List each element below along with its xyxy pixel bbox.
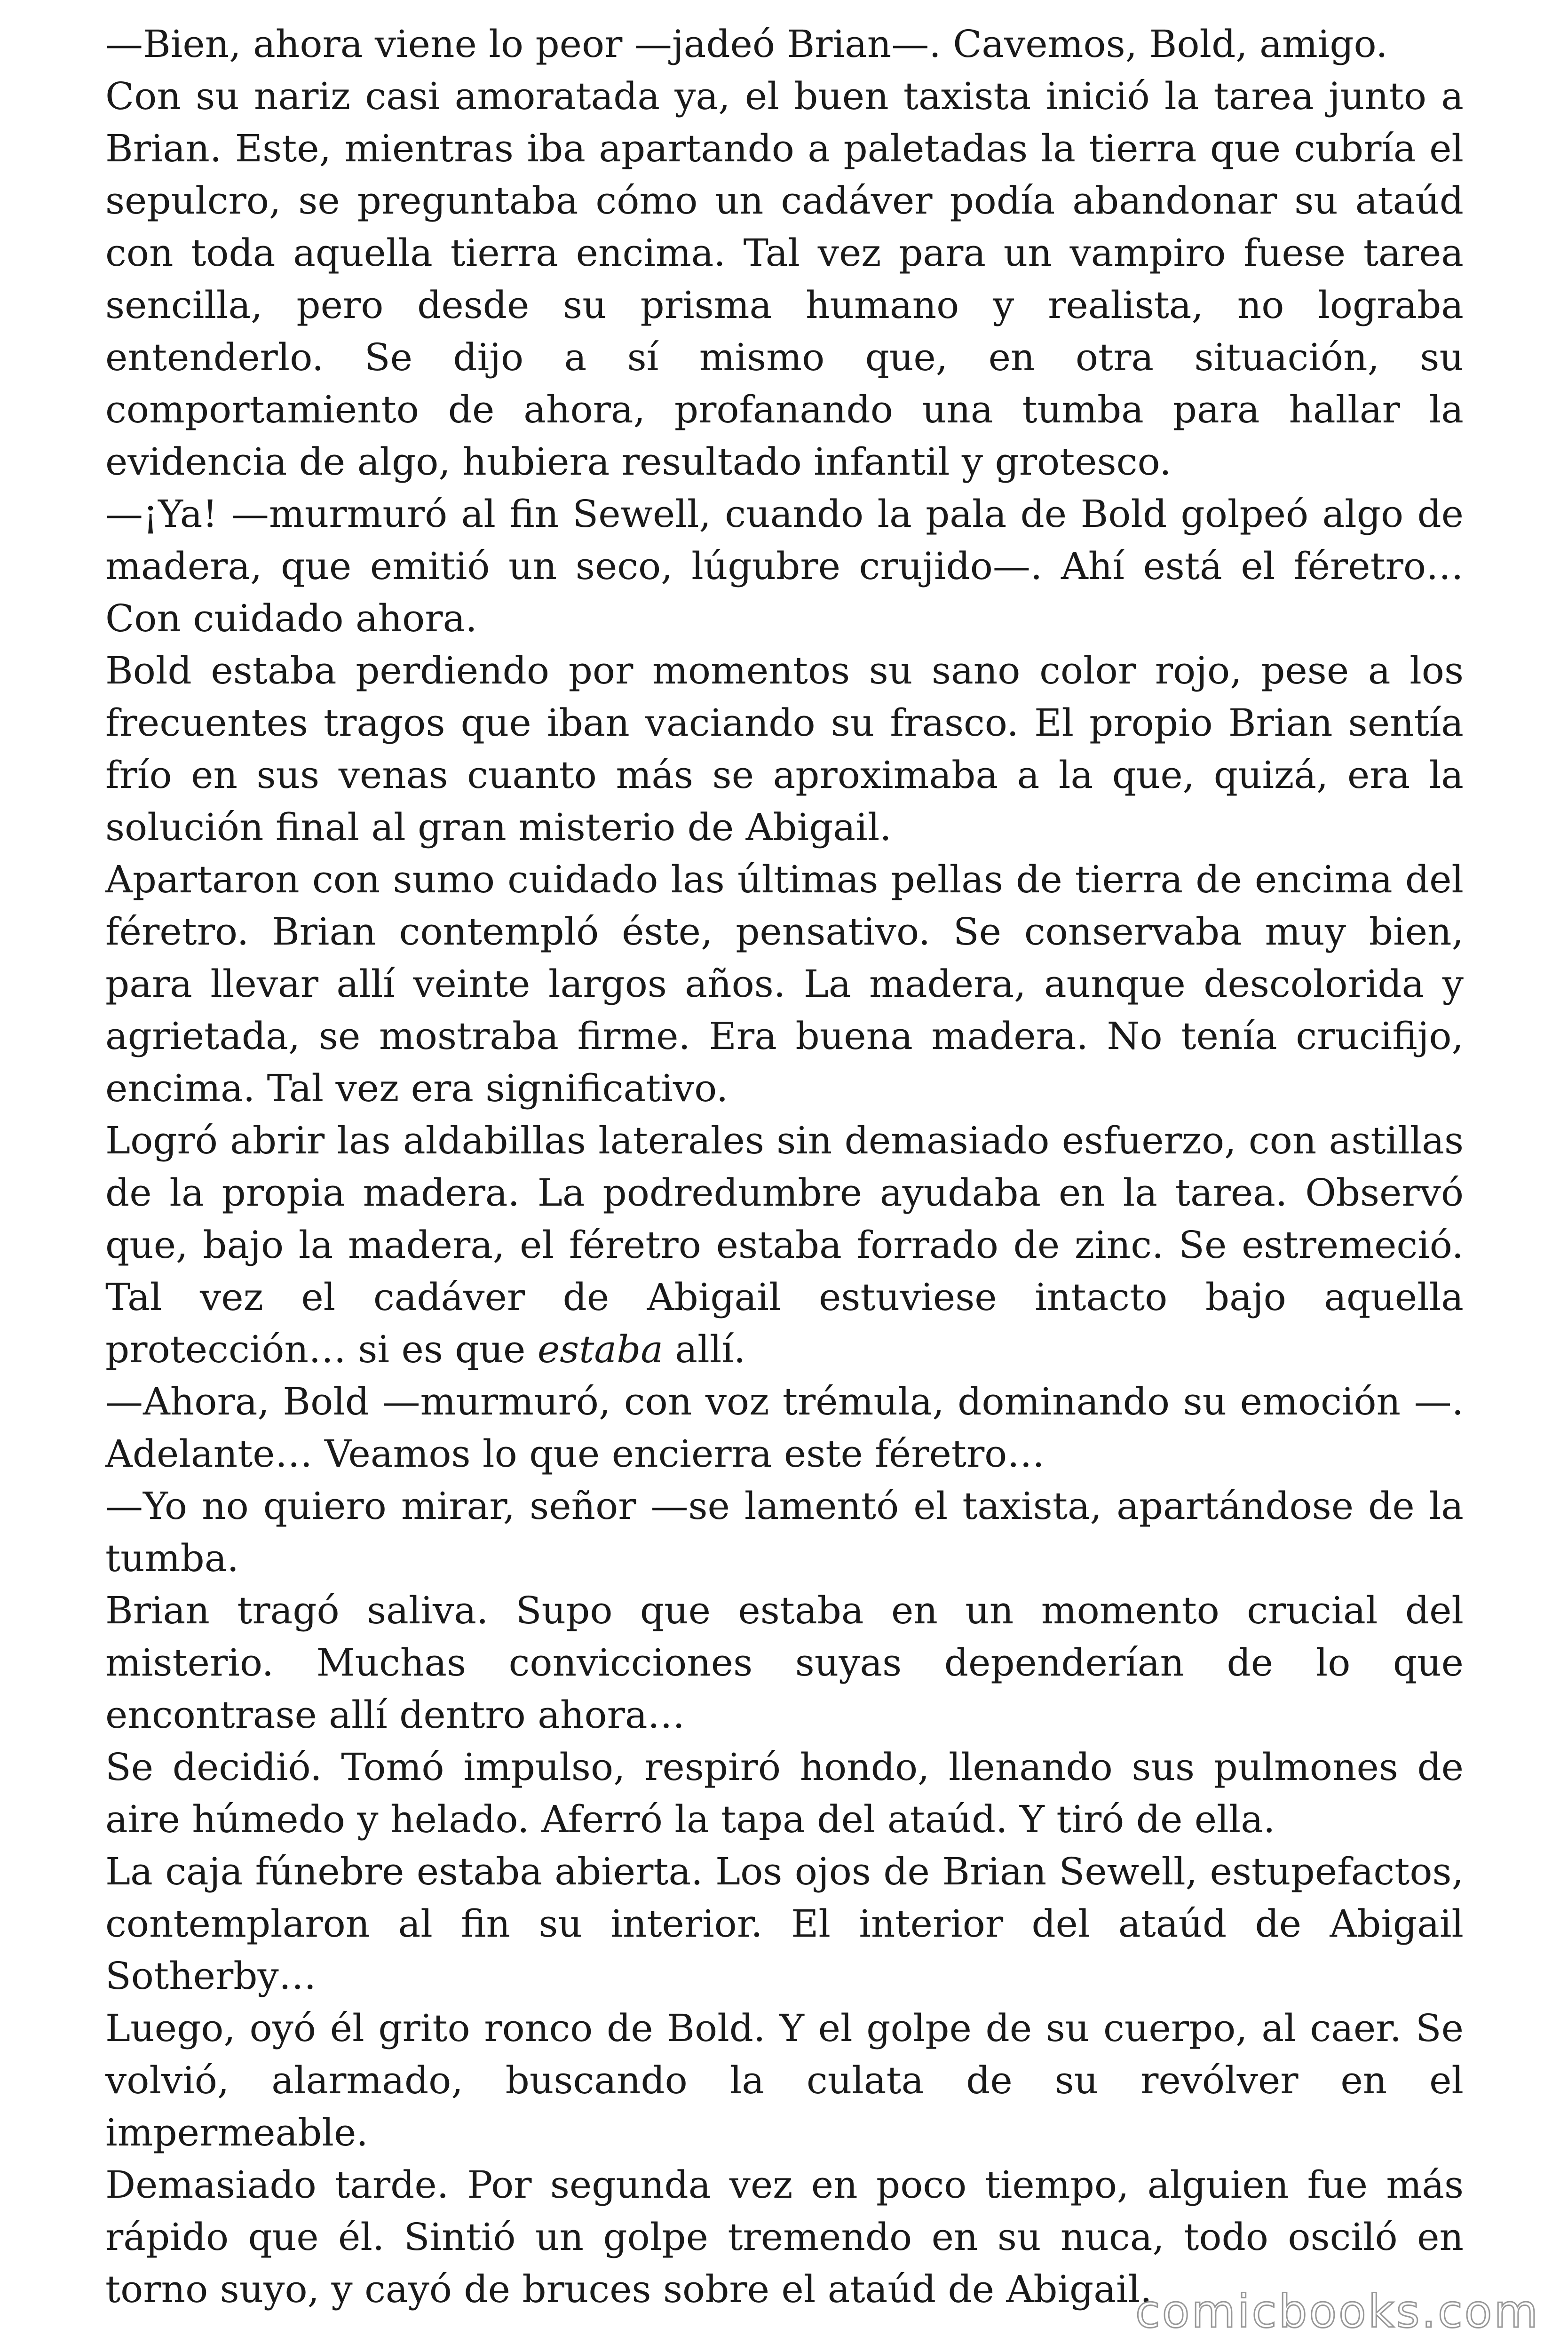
paragraph-text: La caja fúnebre estaba abierta. Los ojos de Brian Sewell, estupefactos, contemplaron al fin su interior. El interior del ataúd de Abigail Sotherby…	[105, 1850, 1464, 1998]
paragraph-text: —Bien, ahora viene lo peor —jadeó Brian—. Cavemos, Bold, amigo.	[105, 22, 1388, 66]
watermark: comicbooks.com	[1135, 2285, 1540, 2338]
paragraph-text: Bold estaba perdiendo por momentos su sano color rojo, pese a los frecuentes tragos que iban vaciando su frasco. El propio Brian sentía frío en sus venas cuanto más se aproximaba a la que, quizá, era la solución final al gran misterio de Abigail.	[105, 649, 1464, 849]
paragraph	[105, 2002, 1464, 2159]
emphasized-text: estaba	[537, 1327, 663, 1371]
paragraph-text: —¡Ya! —murmuró al fin Sewell, cuando la pala de Bold golpeó algo de madera, que emitió un seco, lúgubre crujido—. Ahí está el féretro… Con cuidado ahora.	[105, 492, 1464, 640]
paragraph	[105, 1845, 1464, 2002]
paragraph-text: Con su nariz casi amoratada ya, el buen taxista inició la tarea junto a Brian. Este, mientras iba apartando a paletadas la tierra que cubría el sepulcro, se preguntaba cómo un cadáver podía abandonar su ataúd con toda aquella tierra encima. Tal vez para un vampiro fuese tarea sencilla, pero desde su prisma humano y realista, no lograba entenderlo. Se dijo a sí mismo que, en otra situación, su comportamiento de ahora, profanando una tumba para hallar la evidencia de algo, hubiera resultado infantil y grotesco.	[105, 74, 1464, 484]
paragraph-text: Se decidió. Tomó impulso, respiró hondo, llenando sus pulmones de aire húmedo y helado. Aferró la tapa del ataúd. Y tiró de ella.	[105, 1745, 1464, 1841]
paragraph-text: Logró abrir las aldabillas laterales sin demasiado esfuerzo, con astillas de la propia madera. La podredumbre ayudaba en la tarea. Observó que, bajo la madera, el féretro estaba forrado de zinc. Se estremeció. Tal vez el cadáver de Abigail estuviese intacto bajo aquella protección… si es que	[105, 1119, 1464, 1371]
text-column	[105, 18, 1464, 2315]
paragraph	[105, 1375, 1464, 1480]
paragraph	[105, 488, 1464, 644]
paragraph-text: Luego, oyó él grito ronco de Bold. Y el golpe de su cuerpo, al caer. Se volvió, alarmado, buscando la culata de su revólver en el impermeable.	[105, 2006, 1464, 2154]
paragraph	[105, 853, 1464, 1114]
paragraph	[105, 1114, 1464, 1375]
paragraph-text: —Ahora, Bold —murmuró, con voz trémula, dominando su emoción —. Adelante… Veamos lo que encierra este féretro…	[105, 1380, 1464, 1476]
paragraph-text: allí.	[663, 1327, 746, 1371]
paragraph	[105, 70, 1464, 488]
paragraph-text: —Yo no quiero mirar, señor —se lamentó el taxista, apartándose de la tumba.	[105, 1484, 1464, 1580]
paragraph-text: Brian tragó saliva. Supo que estaba en un momento crucial del misterio. Muchas convicciones suyas dependerían de lo que encontrase allí dentro ahora…	[105, 1589, 1464, 1737]
paragraph	[105, 18, 1464, 70]
paragraph	[105, 1480, 1464, 1584]
paragraph	[105, 1741, 1464, 1845]
paragraph	[105, 644, 1464, 853]
paragraph-text: Apartaron con sumo cuidado las últimas pellas de tierra de encima del féretro. Brian contempló éste, pensativo. Se conservaba muy bien, para llevar allí veinte largos años. La madera, aunque descolorida y agrietada, se mostraba firme. Era buena madera. No tenía crucifijo, encima. Tal vez era significativo.	[105, 858, 1464, 1110]
paragraph-text: Demasiado tarde. Por segunda vez en poco tiempo, alguien fue más rápido que él. Sintió un golpe tremendo en su nuca, todo osciló en torno suyo, y cayó de bruces sobre el ataúd de Abigail.	[105, 2163, 1464, 2311]
paragraph	[105, 1584, 1464, 1741]
